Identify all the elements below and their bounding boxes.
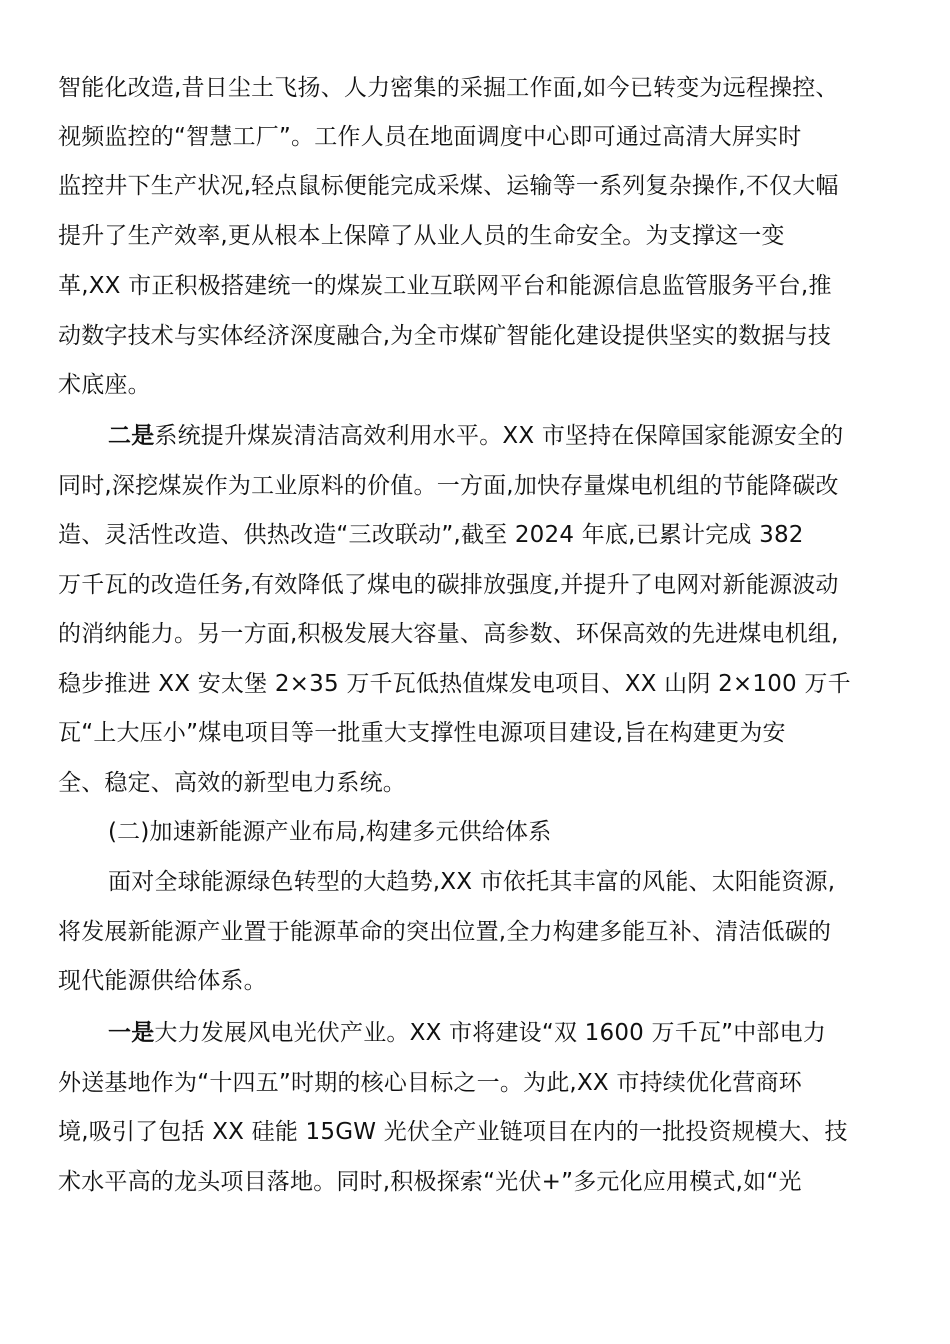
text-line: 革,XX 市正积极搭建统一的煤炭工业互联网平台和能源信息监管服务平台,推	[58, 273, 832, 299]
text-line: 瓦“上大压小”煤电项目等一批重大支撑性电源项目建设,旨在构建更为安	[58, 720, 786, 746]
text-line: 将发展新能源产业置于能源革命的突出位置,全力构建多能互补、清洁低碳的	[58, 919, 832, 945]
text-line: 同时,深挖煤炭作为工业原料的价值。一方面,加快存量煤电机组的节能降碳改	[58, 473, 839, 499]
text-line: 智能化改造,昔日尘土飞扬、人力密集的采掘工作面,如今已转变为远程操控、	[58, 75, 839, 101]
text-line	[108, 416, 843, 456]
text-line: 动数字技术与实体经济深度融合,为全市煤矿智能化建设提供坚实的数据与技	[58, 323, 832, 349]
text-line: 的消纳能力。另一方面,积极发展大容量、高参数、环保高效的先进煤电机组,	[58, 621, 839, 647]
text-line: 视频监控的“智慧工厂”。工作人员在地面调度中心即可通过高清大屏实时	[58, 124, 802, 150]
text-line: 监控井下生产状况,轻点鼠标便能完成采煤、运输等一系列复杂操作,不仅大幅	[58, 173, 839, 199]
section-heading: (二)加速新能源产业布局,构建多元供给体系	[108, 819, 552, 845]
text-line: 术水平高的龙头项目落地。同时,积极探索“光伏+”多元化应用模式,如“光	[58, 1169, 802, 1195]
text-line: 提升了生产效率,更从根本上保障了从业人员的生命安全。为支撑这一变	[58, 223, 785, 249]
text-line: 术底座。	[58, 372, 151, 398]
text-line: 全、稳定、高效的新型电力系统。	[58, 770, 406, 796]
text-line: 面对全球能源绿色转型的大趋势,XX 市依托其丰富的风能、太阳能资源,	[108, 869, 836, 895]
paragraph-text: 系统提升煤炭清洁高效利用水平。XX 市坚持在保障国家能源安全的	[154, 423, 844, 449]
text-line: 外送基地作为“十四五”时期的核心目标之一。为此,XX 市持续优化营商环	[58, 1070, 802, 1096]
text-line: 万千瓦的改造任务,有效降低了煤电的碳排放强度,并提升了电网对新能源波动	[58, 572, 839, 598]
text-line	[108, 1013, 826, 1053]
paragraph-text: 大力发展风电光伏产业。XX 市将建设“双 1600 万千瓦”中部电力	[154, 1020, 827, 1046]
paragraph-lead-bold: 一是	[108, 1020, 155, 1046]
text-line: 造、灵活性改造、供热改造“三改联动”,截至 2024 年底,已累计完成 382	[58, 522, 804, 548]
text-line: 境,吸引了包括 XX 硅能 15GW 光伏全产业链项目在内的一批投资规模大、技	[58, 1119, 848, 1145]
text-line: 现代能源供给体系。	[58, 968, 267, 994]
paragraph-lead-bold: 二是	[108, 423, 155, 449]
text-line: 稳步推进 XX 安太堡 2×35 万千瓦低热值煤发电项目、XX 山阴 2×100 万千	[58, 671, 851, 697]
